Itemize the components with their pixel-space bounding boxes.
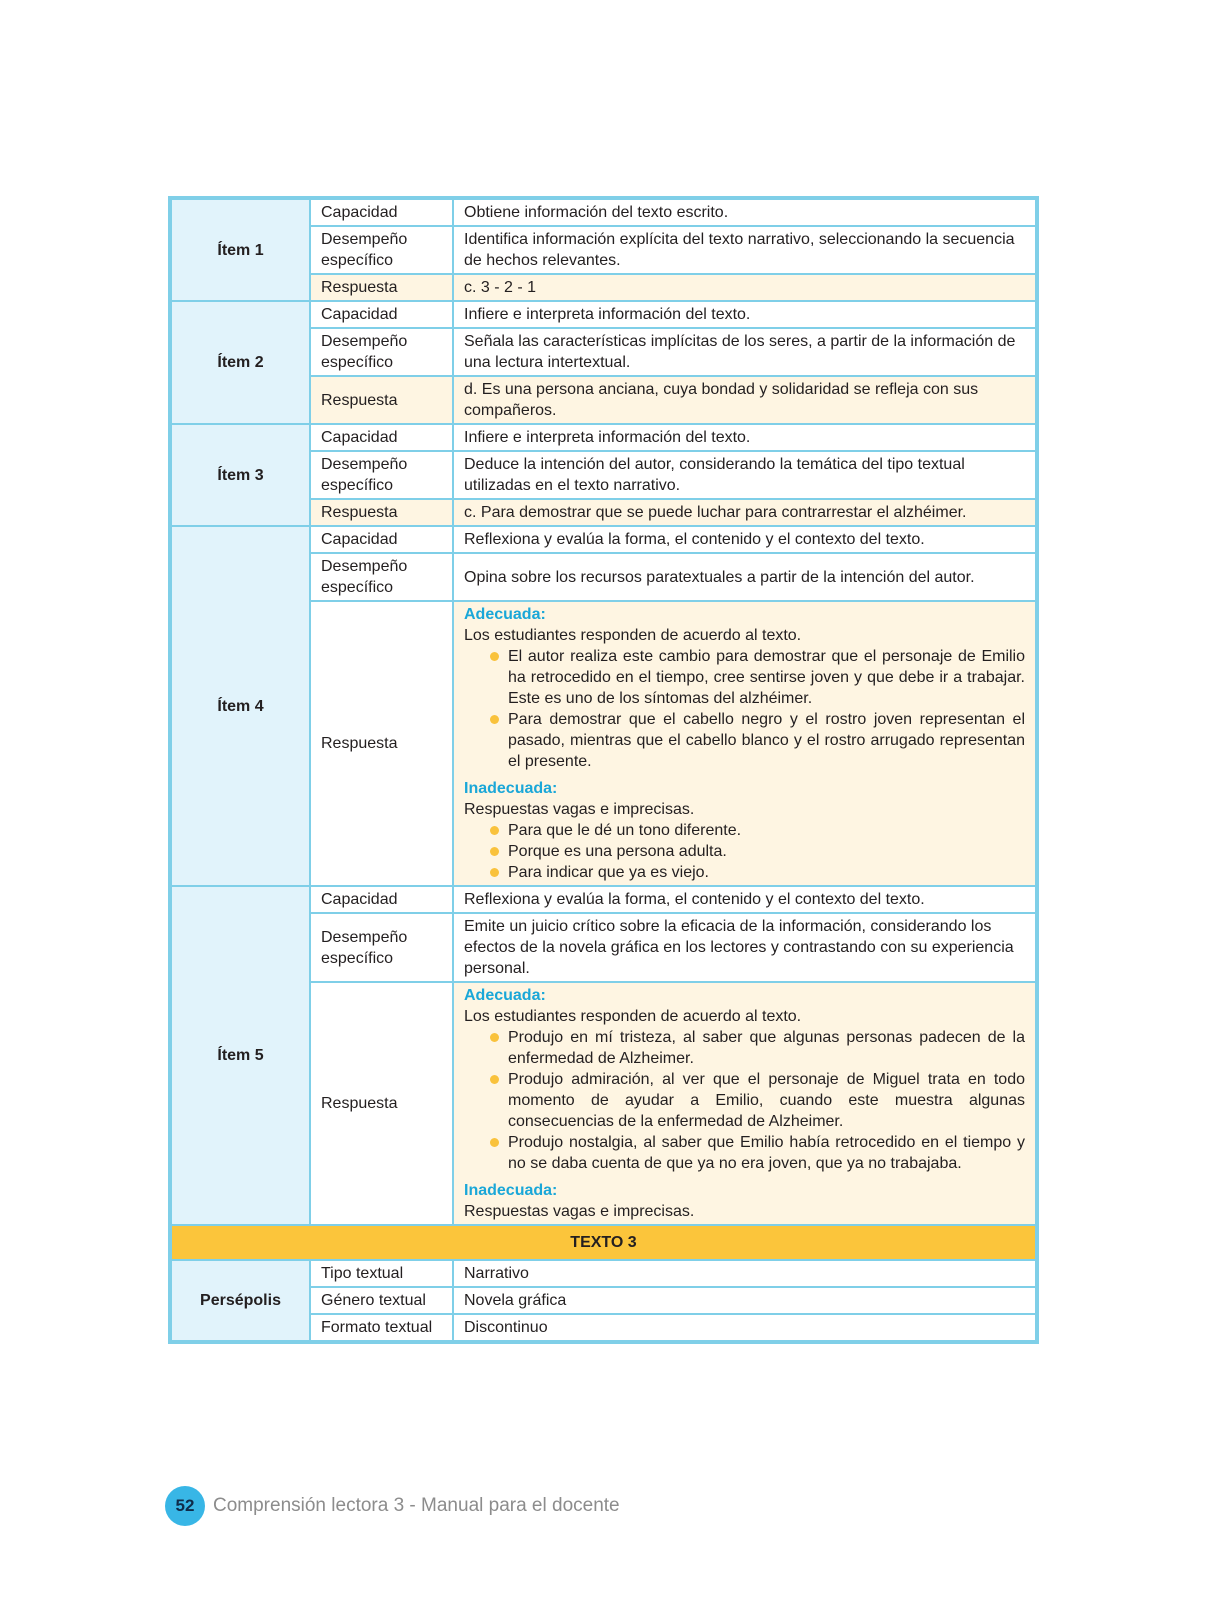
capacidad-value: Infiere e interpreta información del texto.	[453, 424, 1036, 451]
desempeno-label: Desempeño específico	[310, 451, 453, 499]
item-4-title: Ítem 4	[171, 526, 310, 886]
item-1-title: Ítem 1	[171, 199, 310, 301]
adecuada-intro: Los estudiantes responden de acuerdo al texto.	[464, 627, 802, 644]
capacidad-value: Reflexiona y evalúa la forma, el contenido y el contexto del texto.	[453, 526, 1036, 553]
respuesta-value: c. Para demostrar que se puede luchar para contrarrestar el alzhéimer.	[453, 499, 1036, 526]
tipo-textual-value: Narrativo	[453, 1260, 1036, 1287]
inadecuada-label: Inadecuada:	[464, 1182, 558, 1199]
desempeno-value: Identifica información explícita del texto narrativo, seleccionando la secuencia de hechos relevantes.	[453, 226, 1036, 274]
inadecuada-intro: Respuestas vagas e imprecisas.	[464, 801, 695, 818]
table-row	[171, 199, 1036, 226]
list-item: Produjo en mí tristeza, al saber que algunas personas padecen de la enfermedad de Alzheimer.	[490, 1027, 1025, 1069]
footer-title: Comprensión lectora 3 - Manual para el docente	[213, 1495, 620, 1516]
desempeno-label: Desempeño específico	[310, 226, 453, 274]
capacidad-label: Capacidad	[310, 199, 453, 226]
inadecuada-list	[464, 820, 1025, 883]
desempeno-value: Deduce la intención del autor, considerando la temática del tipo textual utilizadas en el texto narrativo.	[453, 451, 1036, 499]
desempeno-value: Opina sobre los recursos paratextuales a partir de la intención del autor.	[453, 553, 1036, 601]
adecuada-list	[464, 1027, 1025, 1174]
list-item: Produjo nostalgia, al saber que Emilio había retrocedido en el tiempo y no se daba cuenta de que ya no era joven, que ya no trabajaba.	[490, 1132, 1025, 1174]
respuesta-label: Respuesta	[310, 982, 453, 1225]
table-row	[171, 301, 1036, 328]
item-3-title: Ítem 3	[171, 424, 310, 526]
capacidad-label: Capacidad	[310, 886, 453, 913]
table-row	[171, 1225, 1036, 1260]
capacidad-label: Capacidad	[310, 526, 453, 553]
inadecuada-label: Inadecuada:	[464, 780, 558, 797]
capacidad-label: Capacidad	[310, 424, 453, 451]
page-number-badge: 52	[165, 1486, 205, 1526]
table-row	[171, 1260, 1036, 1287]
desempeno-label: Desempeño específico	[310, 553, 453, 601]
respuesta-label: Respuesta	[310, 499, 453, 526]
adecuada-list	[464, 646, 1025, 772]
genero-textual-value: Novela gráfica	[453, 1287, 1036, 1314]
table-row	[171, 526, 1036, 553]
item-5-title: Ítem 5	[171, 886, 310, 1225]
respuesta-value: c. 3 - 2 - 1	[453, 274, 1036, 301]
desempeno-label: Desempeño específico	[310, 328, 453, 376]
respuesta-label: Respuesta	[310, 274, 453, 301]
inadecuada-intro: Respuestas vagas e imprecisas.	[464, 1203, 695, 1220]
table-row	[171, 424, 1036, 451]
list-item: Para indicar que ya es viejo.	[490, 862, 1025, 883]
desempeno-label: Desempeño específico	[310, 913, 453, 982]
formato-textual-value: Discontinuo	[453, 1314, 1036, 1341]
capacidad-value: Obtiene información del texto escrito.	[453, 199, 1036, 226]
list-item: Para demostrar que el cabello negro y el rostro joven representan el pasado, mientras que el cabello blanco y el rostro arrugado representan el presente.	[490, 709, 1025, 772]
respuesta-label: Respuesta	[310, 601, 453, 886]
adecuada-label: Adecuada:	[464, 606, 546, 623]
formato-textual-label: Formato textual	[310, 1314, 453, 1341]
list-item: El autor realiza este cambio para demostrar que el personaje de Emilio ha retrocedido en el tiempo, cree sentirse joven y que debe ir a trabajar. Este es uno de los síntomas del alzhéimer.	[490, 646, 1025, 709]
assessment-table-sheet	[168, 196, 1039, 1344]
work-title: Persépolis	[171, 1260, 310, 1341]
capacidad-label: Capacidad	[310, 301, 453, 328]
table-row	[171, 886, 1036, 913]
page-footer	[165, 1486, 620, 1526]
adecuada-label: Adecuada:	[464, 987, 546, 1004]
desempeno-value: Señala las características implícitas de los seres, a partir de la información de una lectura intertextual.	[453, 328, 1036, 376]
assessment-table	[170, 198, 1037, 1342]
respuesta-detail	[453, 601, 1036, 886]
item-2-title: Ítem 2	[171, 301, 310, 424]
texto-3-band: TEXTO 3	[171, 1225, 1036, 1260]
genero-textual-label: Género textual	[310, 1287, 453, 1314]
adecuada-intro: Los estudiantes responden de acuerdo al texto.	[464, 1008, 802, 1025]
list-item: Produjo admiración, al ver que el personaje de Miguel trata en todo momento de ayudar a Emilio, cuando este muestra algunas consecuencias de la enfermedad de Alzheimer.	[490, 1069, 1025, 1132]
list-item: Para que le dé un tono diferente.	[490, 820, 1025, 841]
tipo-textual-label: Tipo textual	[310, 1260, 453, 1287]
respuesta-detail	[453, 982, 1036, 1225]
desempeno-value: Emite un juicio crítico sobre la eficacia de la información, considerando los efectos de la novela gráfica en los lectores y contrastando con su experiencia personal.	[453, 913, 1036, 982]
respuesta-value: d. Es una persona anciana, cuya bondad y solidaridad se refleja con sus compañeros.	[453, 376, 1036, 424]
list-item: Porque es una persona adulta.	[490, 841, 1025, 862]
respuesta-label: Respuesta	[310, 376, 453, 424]
capacidad-value: Infiere e interpreta información del texto.	[453, 301, 1036, 328]
capacidad-value: Reflexiona y evalúa la forma, el contenido y el contexto del texto.	[453, 886, 1036, 913]
